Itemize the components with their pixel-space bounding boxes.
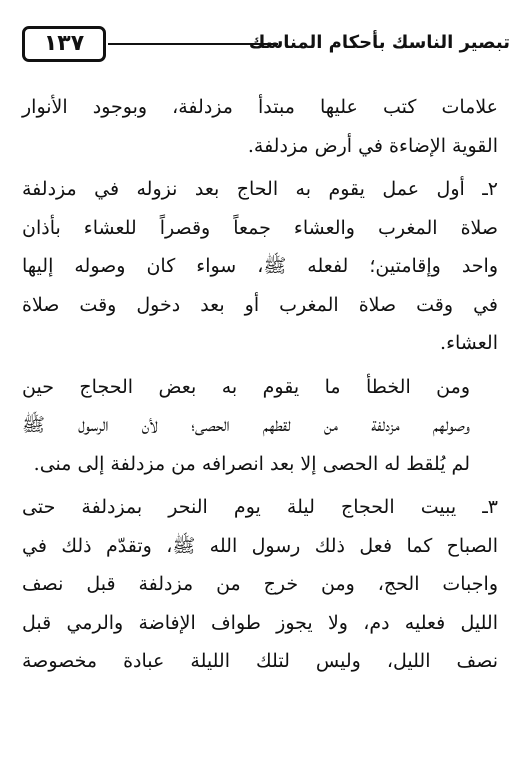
running-title: تبصير الناسك بأحكام المناسك [248, 32, 510, 53]
body-text [22, 88, 498, 681]
text-line: واحد وإقامتين؛ لفعله ﷺ، سواء كان وصوله إليها [22, 255, 498, 277]
text-line: العشاء. [440, 332, 498, 354]
page-number: ١٣٧ [22, 26, 106, 62]
text-line: ٢ـ أول عمل يقوم به الحاج بعد نزوله في مزدلفة [22, 178, 498, 200]
header-rule [108, 43, 278, 45]
text-line: صلاة المغرب والعشاء جمعاً وقصراً للعشاء بأذان [22, 216, 498, 239]
text-line: نصف الليل، وليس لتلك الليلة عبادة مخصوصة [22, 650, 498, 672]
text-line: واجبات الحج، ومن خرج من مزدلفة قبل نصف [22, 573, 498, 595]
text-line: الليل فعليه دم، ولا يجوز طواف الإفاضة والرمي قبل [22, 611, 498, 634]
paragraph-3 [22, 368, 498, 484]
text-line: القوية الإضاءة في أرض مزدلفة. [247, 134, 498, 157]
text-line: ومن الخطأ ما يقوم به بعض الحجاج حين [22, 375, 470, 398]
text-line: وصولهم مزدلفة من لقطهم الحصى؛ لأن الرسول ﷺ [22, 414, 470, 436]
text-line: في وقت صلاة المغرب أو بعد دخول وقت صلاة [22, 293, 498, 316]
paragraph-1 [22, 88, 498, 165]
text-line: الصباح كما فعل ذلك رسول الله ﷺ، وتقدّم ذلك في [22, 534, 498, 557]
paragraph-2 [22, 170, 498, 363]
text-line: لم يُلقط له الحصى إلا بعد انصرافه من مزدلفة إلى منى. [33, 452, 470, 475]
text-line: ٣ـ يبيت الحجاج ليلة يوم النحر بمزدلفة حتى [22, 496, 498, 518]
paragraph-4 [22, 488, 498, 681]
page-header [22, 24, 510, 64]
text-line: علامات كتب عليها مبتدأ مزدلفة، وبوجود الأنوار [22, 96, 498, 118]
